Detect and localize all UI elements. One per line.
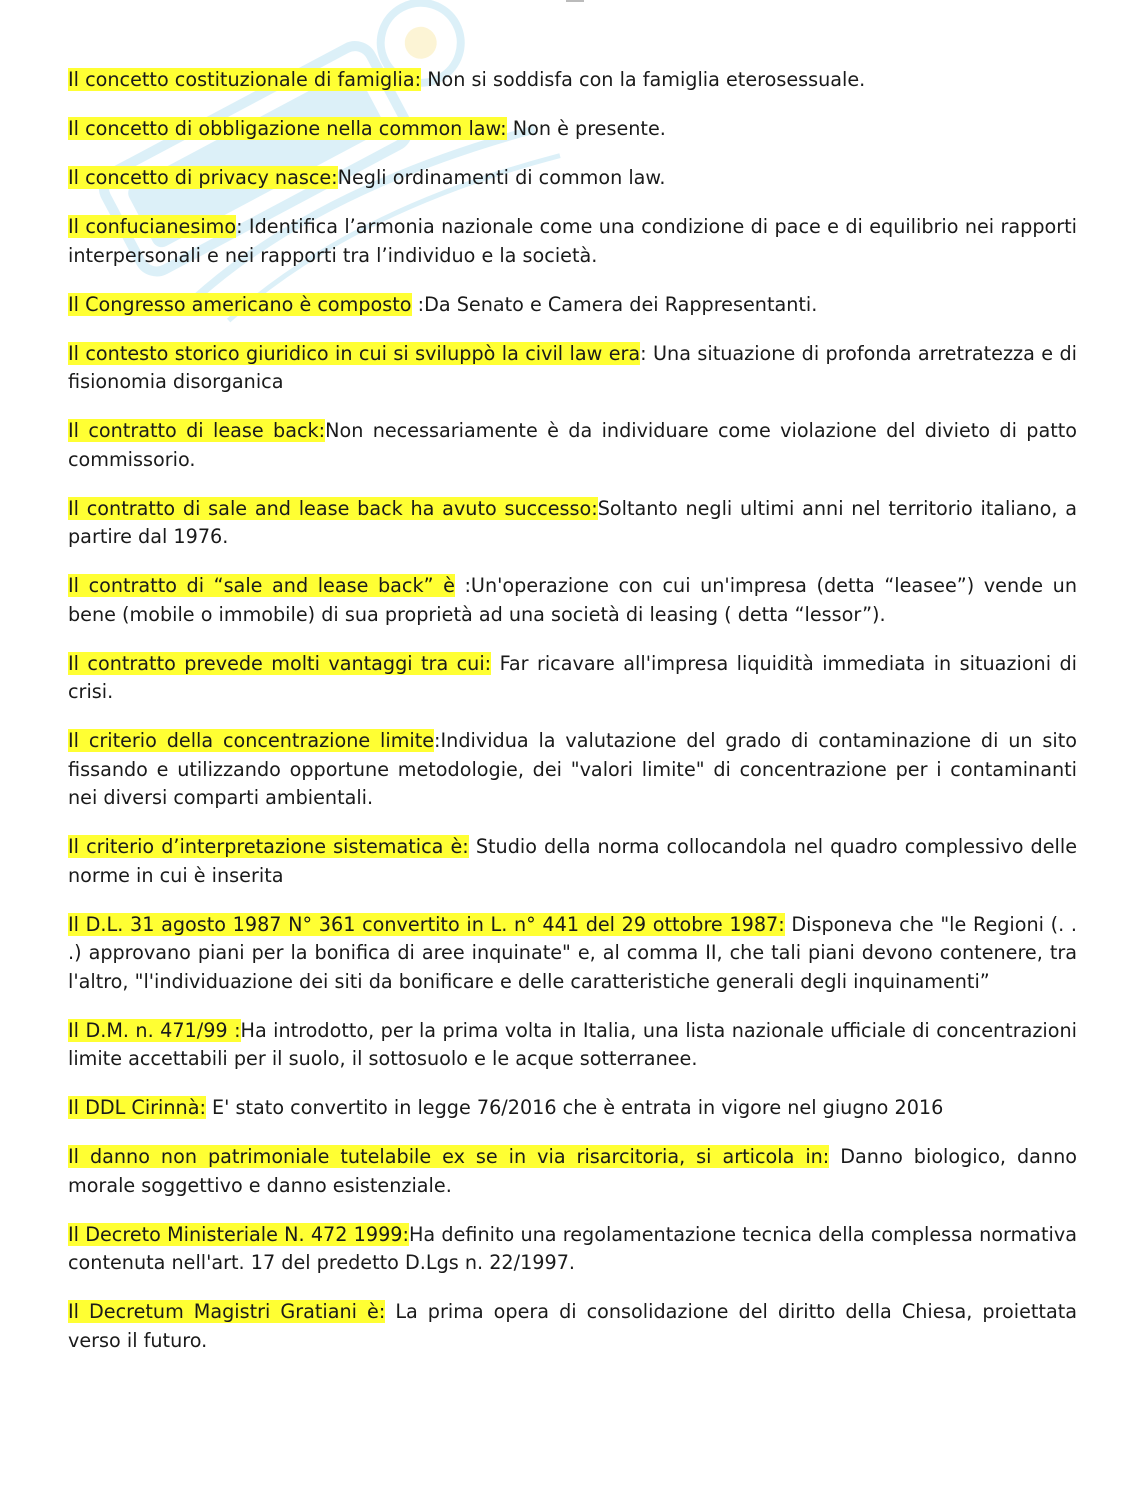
definition-entry: [68, 1221, 1077, 1278]
definition-entry: [68, 291, 1077, 320]
highlighted-term: Il Decreto Ministeriale N. 472 1999:: [68, 1222, 409, 1246]
definition-text: : Identifica l’armonia nazionale come una condizione di pace e di equilibrio nei rapporti interpersonali e nei rapporti tra l’individuo e la società.: [68, 215, 1077, 267]
highlighted-term: Il concetto costituzionale di famiglia:: [68, 68, 422, 91]
highlighted-term: Il concetto di obbligazione nella common law:: [68, 117, 507, 140]
definition-text: La prima opera di consolidazione del diritto della Chiesa, proiettata verso il futuro.: [68, 1300, 1077, 1352]
definition-text: Soltanto negli ultimi anni nel territorio italiano, a partire dal 1976.: [68, 496, 1077, 548]
definition-text: Non necessariamente è da individuare come violazione del divieto di patto commissorio.: [68, 419, 1078, 471]
definition-text: Non si soddisfa con la famiglia eterosessuale.: [421, 68, 866, 91]
definition-entry: [68, 572, 1077, 629]
highlighted-term: Il criterio d’interpretazione sistematica è:: [68, 835, 469, 858]
definition-text: : Una situazione di profonda arretratezza e di fisionomia disorganica: [68, 341, 1077, 393]
highlighted-term: Il Congresso americano è composto: [68, 292, 412, 316]
highlighted-term: Il contesto storico giuridico in cui si sviluppò la civil law era: [68, 341, 641, 365]
definition-text: :Un'operazione con cui un'impresa (detta “leasee”) vende un bene (mobile o immobile) di sua proprietà ad una società di leasing ( detta “lessor”).: [68, 574, 1077, 626]
definition-entry: [68, 650, 1077, 707]
highlighted-term: Il D.L. 31 agosto 1987 N° 361 convertito in L. n° 441 del 29 ottobre 1987:: [68, 912, 785, 936]
definition-text: Ha introdotto, per la prima volta in Italia, una lista nazionale ufficiale di concentrazioni limite accettabili per il suolo, il sottosuolo e le acque sotterranee.: [68, 1018, 1077, 1070]
definition-entry: [68, 213, 1077, 270]
highlighted-term: Il contratto di “sale and lease back” è: [68, 574, 455, 597]
definition-entry: [68, 495, 1077, 552]
definition-text: Far ricavare all'impresa liquidità immediata in situazioni di crisi.: [68, 651, 1077, 703]
definition-entry: [68, 1017, 1077, 1074]
definition-entry: [68, 340, 1077, 397]
highlighted-term: Il Decretum Magistri Gratiani è:: [68, 1300, 386, 1323]
highlighted-term: Il concetto di privacy nasce:: [68, 166, 338, 189]
highlighted-term: Il contratto prevede molti vantaggi tra cui:: [68, 651, 492, 675]
definition-entry: [68, 1094, 1077, 1123]
definition-entry: [68, 1298, 1077, 1355]
definition-text: Studio della norma collocandola nel quadro complessivo delle norme in cui è inserita: [68, 835, 1077, 887]
definition-text: Ha definito una regolamentazione tecnica della complessa normativa contenuta nell'art. 17 del predetto D.Lgs n. 22/1997.: [68, 1222, 1077, 1274]
definition-entry: [68, 727, 1077, 813]
highlighted-term: Il confucianesimo: [68, 215, 237, 238]
header-mark: [566, 0, 584, 2]
definition-entry: [68, 1143, 1077, 1200]
highlighted-term: Il D.M. n. 471/99 :: [68, 1018, 241, 1042]
definition-text: :Individua la valutazione del grado di contaminazione di un sito fissando e utilizzando opportune metodologie, dei "valori limite" di concentrazione per i contaminanti nei diversi comparti ambientali.: [68, 729, 1077, 809]
highlighted-term: Il criterio della concentrazione limite: [68, 729, 435, 752]
highlighted-term: Il danno non patrimoniale tutelabile ex se in via risarcitoria, si articola in:: [68, 1145, 830, 1168]
definition-text: E' stato convertito in legge 76/2016 che è entrata in vigore nel giugno 2016: [205, 1096, 944, 1119]
highlighted-term: Il contratto di sale and lease back ha avuto successo:: [68, 496, 598, 520]
definitions-list: [68, 66, 1077, 1376]
definition-text: Danno biologico, danno morale soggettivo e danno esistenziale.: [68, 1145, 1077, 1197]
definition-text: Non è presente.: [506, 117, 666, 140]
definition-text: :Da Senato e Camera dei Rappresentanti.: [411, 292, 818, 316]
highlighted-term: Il DDL Cirinnà:: [68, 1096, 206, 1119]
definition-entry: [68, 164, 1077, 193]
definition-entry: [68, 115, 1077, 144]
definition-entry: [68, 417, 1077, 474]
highlighted-term: Il contratto di lease back:: [68, 419, 326, 442]
definition-entry: [68, 833, 1077, 890]
definition-text: Disponeva che "le Regioni (. . .) approvano piani per la bonifica di aree inquinate" e, al comma II, che tali piani devono contenere, tra l'altro, "l'individuazione dei siti da bonificare e delle caratteristiche generali degli inquinamenti”: [68, 912, 1078, 993]
definition-text: Negli ordinamenti di common law.: [337, 166, 666, 189]
definition-entry: [68, 66, 1077, 95]
definition-entry: [68, 911, 1077, 997]
